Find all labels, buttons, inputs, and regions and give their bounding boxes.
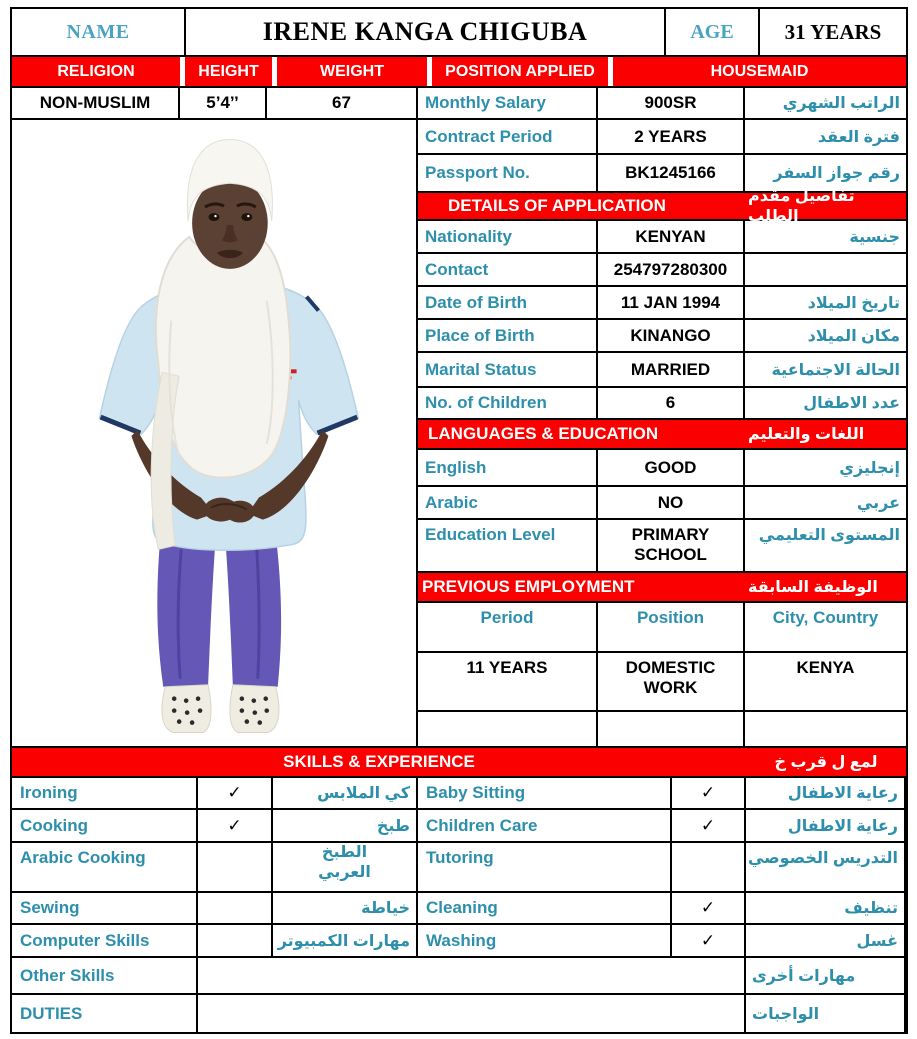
washing-check: ✓ (672, 925, 746, 956)
arabic-value: NO (598, 487, 745, 518)
cleaning-arabic: تنظيف (746, 893, 906, 923)
washing-label: Washing (418, 925, 672, 956)
employment-section-title: PREVIOUS EMPLOYMENT (422, 577, 635, 596)
religion-header: RELIGION (12, 57, 180, 86)
nationality-row (418, 221, 906, 254)
tutoring-arabic: التدريس الخصوصي (746, 843, 906, 891)
otherskills-label: Other Skills (12, 958, 198, 993)
ironing-label: Ironing (12, 778, 198, 808)
height-header: HEIGHT (185, 57, 272, 86)
skill-row-computerskills-washing (12, 925, 906, 958)
english-arabic: إنجليزي (839, 459, 900, 477)
skill-row-sewing-cleaning (12, 893, 906, 925)
contact-row (418, 254, 906, 287)
employment-period: 11 YEARS (418, 653, 598, 710)
contact-value: 254797280300 (598, 254, 745, 285)
childrencare-check: ✓ (672, 810, 746, 841)
children-value: 6 (598, 388, 745, 418)
dob-value: 11 JAN 1994 (598, 287, 745, 318)
summary-values-row (12, 88, 906, 120)
dob-arabic: تاريخ الميلاد (807, 294, 900, 312)
babysitting-arabic: رعاية الاطفال (746, 778, 906, 808)
languages-section-title: LANGUAGES & EDUCATION (428, 424, 659, 443)
applicant-photo-illustration (12, 120, 416, 748)
other-skills-row (12, 958, 906, 995)
employment-section-header (418, 573, 906, 603)
employment-position: DOMESTIC WORK (598, 653, 745, 710)
city-column-header: City, Country (772, 608, 879, 627)
summary-header-row (12, 57, 906, 88)
contact-label: Contact (418, 254, 598, 285)
duties-label: DUTIES (12, 995, 198, 1032)
cooking-arabic: طبخ (273, 810, 418, 841)
children-arabic: عدد الاطفال (803, 395, 900, 412)
english-value: GOOD (598, 450, 745, 485)
ironing-arabic: كي الملابس (273, 778, 418, 808)
education-arabic: المستوى التعليمي (758, 527, 900, 544)
education-label: Education Level (418, 520, 598, 571)
monthly-salary-value: 900SR (598, 88, 745, 118)
details-column (418, 120, 906, 748)
employment-city: KENYA (796, 658, 855, 677)
name-label: NAME (12, 9, 186, 55)
header-row (12, 9, 906, 57)
skills-section-title-arabic: لمع ل قرب خ (774, 754, 878, 771)
babysitting-label: Baby Sitting (418, 778, 672, 808)
dob-row (418, 287, 906, 320)
skill-row-ironing-babysitting (12, 778, 906, 810)
details-section-title-arabic: تفاصيل مقدم الطلب (748, 188, 855, 225)
cleaning-check: ✓ (672, 893, 746, 923)
passport-arabic: رقم جواز السفر (773, 165, 900, 182)
details-section-header (418, 188, 906, 225)
contract-period-value: 2 YEARS (598, 120, 745, 153)
employment-empty-position (598, 712, 745, 746)
period-column-header: Period (418, 603, 598, 651)
monthly-salary-label: Monthly Salary (418, 88, 598, 118)
age-label: AGE (666, 9, 760, 55)
washing-arabic: غسل (746, 925, 906, 956)
childrencare-label: Children Care (418, 810, 672, 841)
cooking-label: Cooking (12, 810, 198, 841)
tutoring-check (672, 843, 746, 891)
skill-row-arabiccooking-tutoring (12, 843, 906, 893)
employment-empty-row (418, 712, 906, 748)
pob-row (418, 320, 906, 353)
tutoring-label: Tutoring (418, 843, 672, 891)
english-row (418, 450, 906, 487)
skills-section-header (12, 748, 906, 778)
body-section (12, 120, 906, 748)
cooking-check: ✓ (198, 810, 273, 841)
pob-label: Place of Birth (418, 320, 598, 351)
marital-value: MARRIED (598, 353, 745, 386)
contact-arabic (745, 254, 906, 285)
employment-record-row (418, 653, 906, 712)
age-value: 31 YEARS (784, 19, 882, 44)
marital-arabic: الحالة الاجتماعية (771, 361, 900, 379)
contract-period-label: Contract Period (418, 120, 598, 153)
details-section-title: DETAILS OF APPLICATION (448, 196, 666, 215)
nationality-value: KENYAN (598, 221, 745, 252)
applicant-photo (12, 120, 418, 748)
monthly-salary-arabic: الراتب الشهري (782, 95, 900, 112)
contract-period-arabic: فترة العقد (817, 128, 900, 146)
marital-row (418, 353, 906, 388)
employment-section-title-arabic: الوظيفة السابقة (748, 579, 878, 596)
children-row (418, 388, 906, 420)
arabic-arabic: عربي (856, 494, 900, 512)
passport-label: Passport No. (418, 155, 598, 191)
otherskills-value (198, 958, 746, 993)
arabiccooking-check (198, 843, 273, 891)
sewing-check (198, 893, 273, 923)
computerskills-label: Computer Skills (12, 925, 198, 956)
dob-label: Date of Birth (418, 287, 598, 318)
cv-table (10, 7, 908, 1034)
duties-row (12, 995, 906, 1032)
computerskills-check (198, 925, 273, 956)
marital-label: Marital Status (418, 353, 598, 386)
sewing-label: Sewing (12, 893, 198, 923)
arabic-row (418, 487, 906, 520)
weight-header: WEIGHT (277, 57, 427, 86)
nationality-arabic: جنسية (849, 228, 900, 246)
languages-section-header (418, 420, 906, 450)
height-value: 5’4’’ (180, 88, 267, 118)
arabiccooking-label: Arabic Cooking (12, 843, 198, 891)
arabiccooking-arabic: الطبخ العربي (273, 843, 418, 891)
pob-value: KINANGO (598, 320, 745, 351)
languages-section-title-arabic: اللغات والتعليم (748, 426, 865, 443)
babysitting-check: ✓ (672, 778, 746, 808)
cleaning-label: Cleaning (418, 893, 672, 923)
skills-section-title: SKILLS & EXPERIENCE (283, 752, 475, 771)
contract-period-row (418, 120, 906, 155)
arabic-label: Arabic (418, 487, 598, 518)
passport-value: BK1245166 (598, 155, 745, 191)
employment-empty-city (745, 712, 906, 746)
religion-value: NON-MUSLIM (12, 88, 180, 118)
education-value: PRIMARY SCHOOL (598, 520, 745, 571)
ironing-check: ✓ (198, 778, 273, 808)
otherskills-arabic: مهارات أخرى (746, 958, 906, 993)
childrencare-arabic: رعاية الاطفال (746, 810, 906, 841)
applicant-name: IRENE KANGA CHIGUBA (186, 9, 666, 55)
employment-empty-period (418, 712, 598, 746)
children-label: No. of Children (418, 388, 598, 418)
position-value: HOUSEMAID (613, 57, 906, 86)
employment-columns-row (418, 603, 906, 653)
duties-arabic: الواجبات (746, 995, 906, 1032)
nationality-label: Nationality (418, 221, 598, 252)
weight-value: 67 (267, 88, 418, 118)
position-column-header: Position (598, 603, 745, 651)
skill-row-cooking-childrencare (12, 810, 906, 843)
computerskills-arabic: مهارات الكمبيوتر (273, 925, 418, 956)
education-row (418, 520, 906, 573)
duties-value (198, 995, 746, 1032)
pob-arabic: مكان الميلاد (807, 327, 900, 345)
position-header: POSITION APPLIED (432, 57, 608, 86)
english-label: English (418, 450, 598, 485)
sewing-arabic: خياطة (273, 893, 418, 923)
